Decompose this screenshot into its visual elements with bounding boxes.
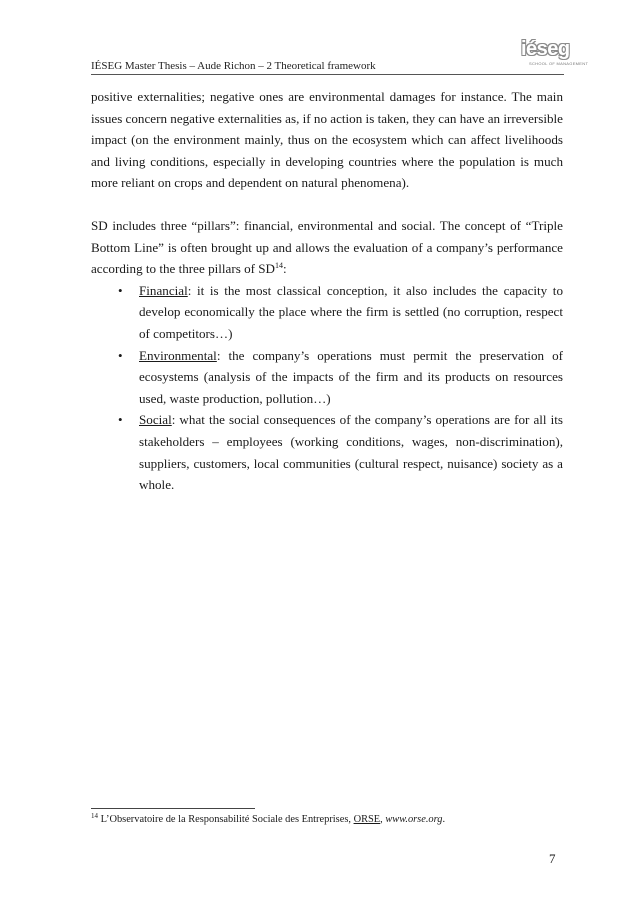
desc-social: : what the social consequences of the company’s operations are for all its stakeholders – employees (working conditions, wages, non-discrimination), suppliers, customers, local communities (cultural respect, nuisance) society as a whole. — [139, 412, 563, 493]
page-number: 7 — [549, 851, 556, 866]
paragraph-sd-text: SD includes three “pillars”: financial, environmental and social. The concept of “Triple Bottom Line” is often brought up and allows the evaluation of a company’s performance according to the three pillars of SD — [91, 217, 563, 277]
footnote — [91, 814, 571, 825]
pillars-list — [91, 280, 563, 496]
ieseg-logo — [521, 38, 589, 72]
paragraph-externalities: positive externalities; negative ones are environmental damages for instance. The main issues concern negative externalities as, if no action is taken, they can have an irreversible impact (on the environment mainly, thus on the ecosystem which can affect livelihoods and living conditions, especially in developing countries where the population is much more reliant on crops and dependent on natural phenomena). — [91, 89, 563, 191]
page-body — [91, 86, 563, 496]
paragraph-sd-colon: : — [282, 261, 287, 277]
desc-environmental: : the company’s operations must permit the preservation of ecosystems (analysis of the impacts of the firm and its products on resources used, waste production, pollution…) — [139, 347, 563, 406]
logo-tagline: SCHOOL OF MANAGEMENT — [529, 61, 589, 66]
logo-wordmark: iéseg — [521, 38, 570, 60]
footnote-end: . — [442, 814, 446, 825]
footnote-number: 14 — [91, 812, 98, 820]
desc-financial: : it is the most classical conception, it also includes the capacity to develop economically the place where the firm is settled (no corruption, respect of competitors…) — [139, 282, 563, 341]
footnote-text: L’Observatoire de la Responsabilité Sociale des Entreprises, — [98, 814, 354, 825]
header-divider — [91, 74, 564, 75]
bullet-icon: • — [118, 347, 123, 363]
footnote-url[interactable]: www.orse.org — [385, 814, 443, 825]
bullet-icon: • — [118, 282, 123, 298]
paragraph-sd-pillars — [91, 215, 563, 280]
list-item-social — [91, 409, 563, 495]
list-item-environmental — [91, 345, 563, 410]
footnote-ref: 14 — [274, 261, 283, 271]
footnote-divider — [91, 808, 255, 809]
list-item-financial — [91, 280, 563, 345]
footnote-sep: , — [380, 814, 386, 825]
footnote-org: ORSE — [353, 814, 381, 825]
bullet-icon: • — [118, 412, 123, 428]
term-social: Social — [139, 412, 172, 428]
term-environmental: Environmental — [139, 347, 217, 363]
running-header: IÉSEG Master Thesis – Aude Richon – 2 Theoretical framework — [91, 60, 376, 72]
term-financial: Financial — [139, 282, 188, 298]
